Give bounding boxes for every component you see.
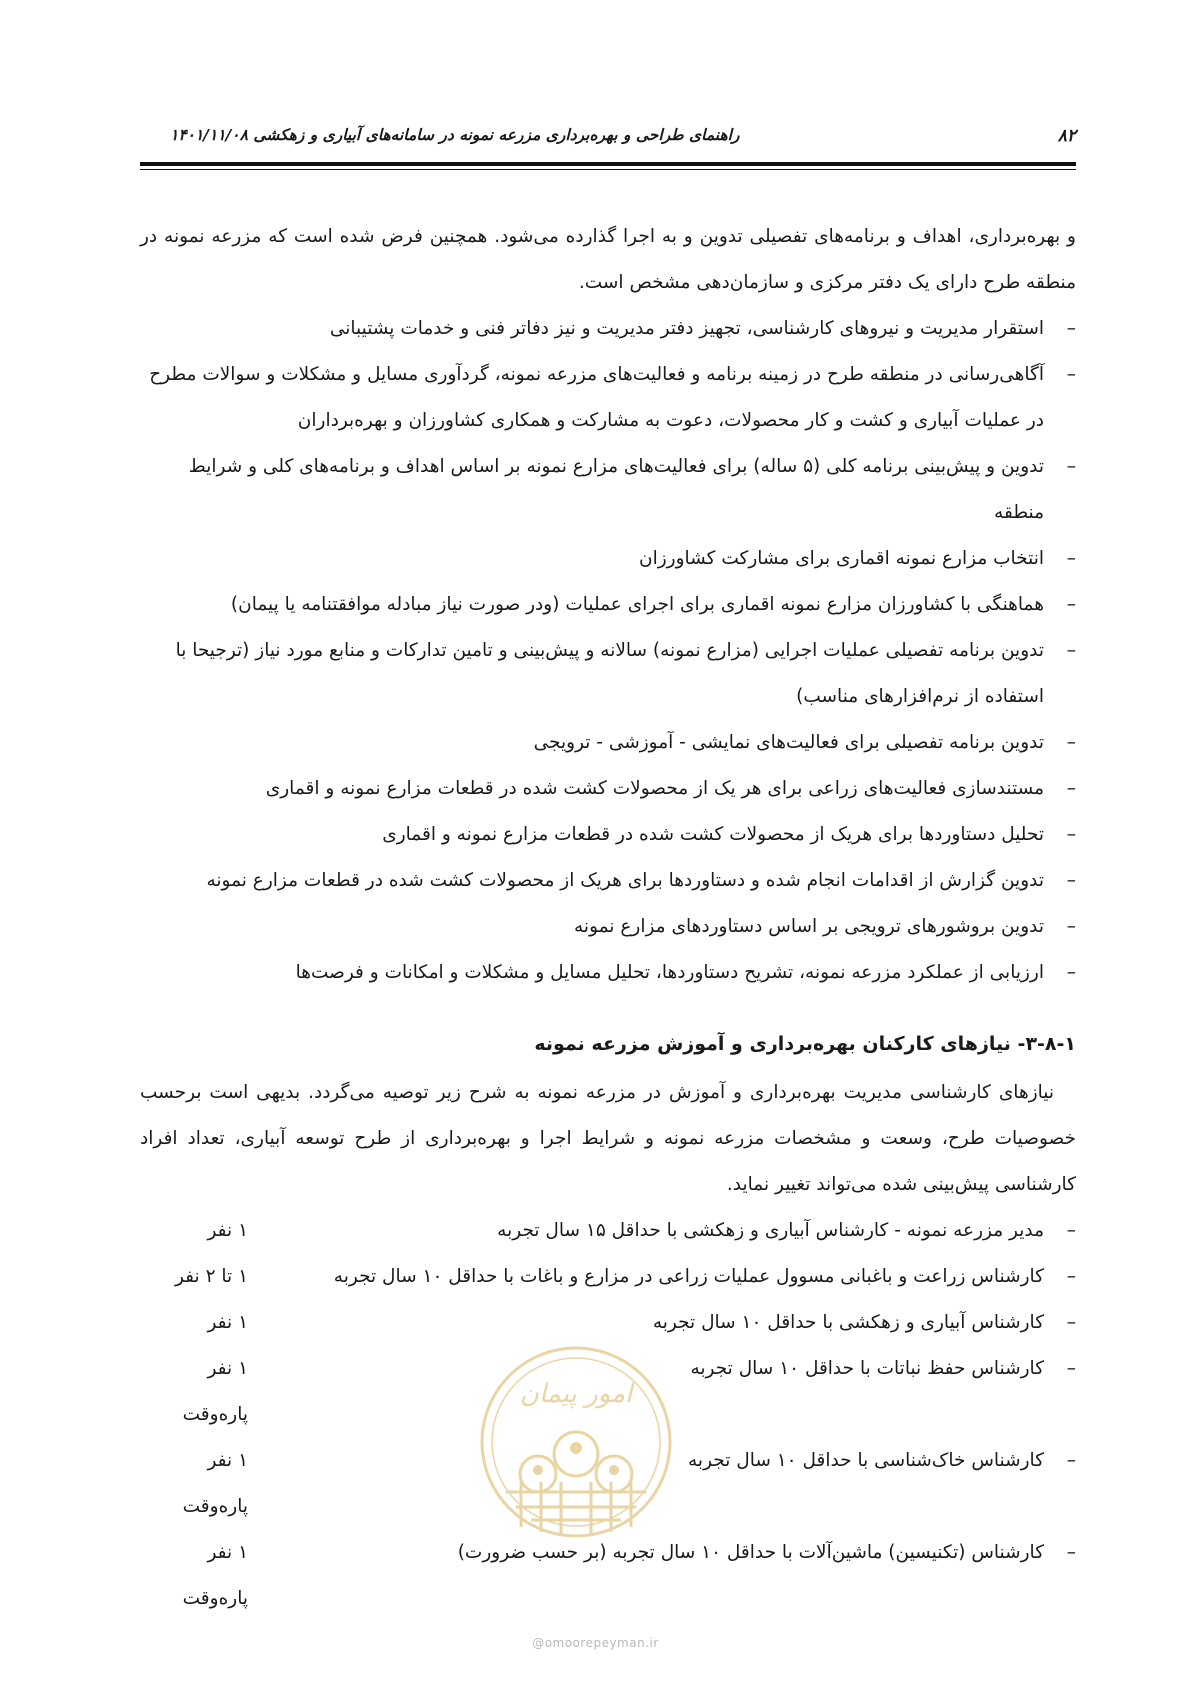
running-title [140,126,739,144]
staff-count: ۱ نفر پاره‌وقت [182,1450,248,1517]
dash-bullet: – [1066,1450,1076,1471]
staff-count: ۱ نفر [207,1312,248,1333]
dash-bullet: – [1066,778,1076,799]
task-list [140,306,1076,996]
list-item: – تدوین و پیش‌بینی برنامه کلی (۵ ساله) برای فعالیت‌های مزارع نمونه بر اساس اهداف و برنامه‌های کلی و شرایط منطقه [140,444,1076,536]
dash-bullet: – [1066,456,1076,477]
list-item: – هماهنگی با کشاورزان مزارع نمونه اقماری برای اجرای عملیات (ودر صورت نیاز مبادله موافقتنامه یا پیمان) [140,582,1076,628]
dash-bullet: – [1066,962,1076,983]
list-item: – تدوین بروشورهای ترویجی بر اساس دستاوردهای مزارع نمونه [140,904,1076,950]
dash-bullet: – [1066,548,1076,569]
staff-count: ۱ نفر پاره‌وقت [182,1358,248,1425]
staff-row [140,1254,1076,1300]
list-item: – استقرار مدیریت و نیروهای کارشناسی، تجهیز دفتر مدیریت و نیز دفاتر فنی و خدمات پشتیبانی [140,306,1076,352]
staff-role: کارشناس زراعت و باغبانی مسوول عملیات زراعی در مزارع و باغات با حداقل ۱۰ سال تجربه [333,1266,1044,1287]
dash-bullet: – [1066,364,1076,385]
dash-bullet: – [1066,870,1076,891]
watermark-url: @omoorepeyman.ir [532,1636,659,1650]
header-rule-thick [140,162,1076,166]
list-item: – ارزیابی از عملکرد مزرعه نمونه، تشریح دستاوردها، تحلیل مسایل و مشکلات و امکانات و فرصت‌ها [140,950,1076,996]
running-title-text: راهنمای طراحی و بهره‌برداری مزرعه نمونه در سامانه‌های آبیاری و زهکشی [253,126,740,144]
staff-role: کارشناس آبیاری و زهکشی با حداقل ۱۰ سال تجربه [652,1312,1044,1333]
staff-role: کارشناس (تکنیسین) ماشین‌آلات با حداقل ۱۰ سال تجربه (بر حسب ضرورت) [457,1542,1044,1563]
list-item: – آگاهی‌رسانی در منطقه طرح در زمینه برنامه و فعالیت‌های مزرعه نمونه، گردآوری مسایل و مشکلات و سوالات مطرح در عملیات آبیاری و کشت و کار محصولات، دعوت به مشارکت و همکاری کشاورزان و بهره‌برداران [140,352,1076,444]
page-number: ۸۲ [1057,126,1076,146]
list-item: – مستندسازی فعالیت‌های زراعی برای هر یک از محصولات کشت شده در قطعات مزارع نمونه و اقماری [140,766,1076,812]
dash-bullet: – [1066,1358,1076,1379]
header-rule-thin [140,169,1076,170]
staff-row [140,1530,1076,1622]
stamp-text: امور پیمان [519,1379,633,1409]
list-item: – تدوین گزارش از اقدامات انجام شده و دستاوردها برای هریک از محصولات کشت شده در قطعات مزارع نمونه [140,858,1076,904]
section-paragraph: نیازهای کارشناسی مدیریت بهره‌برداری و آموزش در مزرعه نمونه به شرح زیر توصیه می‌گردد. بدیهی است برحسب خصوصیات طرح، وسعت و مشخصات مزرعه نمونه و شرایط اجرا و بهره‌برداری از طرح توسعه آبیاری، تعداد افراد کارشناسی پیش‌بینی شده می‌تواند تغییر نماید. [140,1082,1076,1195]
dash-bullet: – [1066,824,1076,845]
staff-role: کارشناس خاک‌شناسی با حداقل ۱۰ سال تجربه [688,1450,1044,1471]
staff-count: ۱ نفر [207,1220,248,1241]
list-item: – انتخاب مزارع نمونه اقماری برای مشارکت کشاورزان [140,536,1076,582]
watermark-stamp-icon [476,1342,676,1542]
staff-row [140,1208,1076,1254]
intro-paragraph: و بهره‌برداری، اهداف و برنامه‌های تفصیلی تدوین و به اجرا گذارده می‌شود. همچنین فرض شده است که مزرعه نمونه در منطقه طرح دارای یک دفتر مرکزی و سازمان‌دهی مشخص است. [140,226,1076,293]
list-item: – تدوین برنامه تفصیلی برای فعالیت‌های نمایشی - آموزشی - ترویجی [140,720,1076,766]
section-heading: ۳-۸-۱- نیازهای کارکنان بهره‌برداری و آموزش مزرعه نمونه [534,1033,1076,1055]
staff-role: مدیر مزرعه نمونه - کارشناس آبیاری و زهکشی با حداقل ۱۵ سال تجربه [497,1220,1044,1241]
list-item: – تحلیل دستاوردها برای هریک از محصولات کشت شده در قطعات مزارع نمونه و اقماری [140,812,1076,858]
dash-bullet: – [1066,1220,1076,1241]
dash-bullet: – [1066,640,1076,661]
staff-count: ۱ نفر پاره‌وقت [182,1542,248,1609]
dash-bullet: – [1066,318,1076,339]
dash-bullet: – [1066,1542,1076,1563]
staff-count: ۱ تا ۲ نفر [174,1266,248,1287]
running-title-date: ۱۴۰۱/۱۱/۰۸ [170,126,248,144]
staff-role: کارشناس حفظ نباتات با حداقل ۱۰ سال تجربه [690,1358,1044,1379]
dash-bullet: – [1066,732,1076,753]
dash-bullet: – [1066,1266,1076,1287]
staff-row [140,1300,1076,1346]
page-header [140,126,1076,150]
list-item: – تدوین برنامه تفصیلی عملیات اجرایی (مزارع نمونه) سالانه و پیش‌بینی و تامین تدارکات و منابع مورد نیاز (ترجیحا با استفاده از نرم‌افزارهای مناسب) [140,628,1076,720]
dash-bullet: – [1066,1312,1076,1333]
dash-bullet: – [1066,916,1076,937]
dash-bullet: – [1066,594,1076,615]
